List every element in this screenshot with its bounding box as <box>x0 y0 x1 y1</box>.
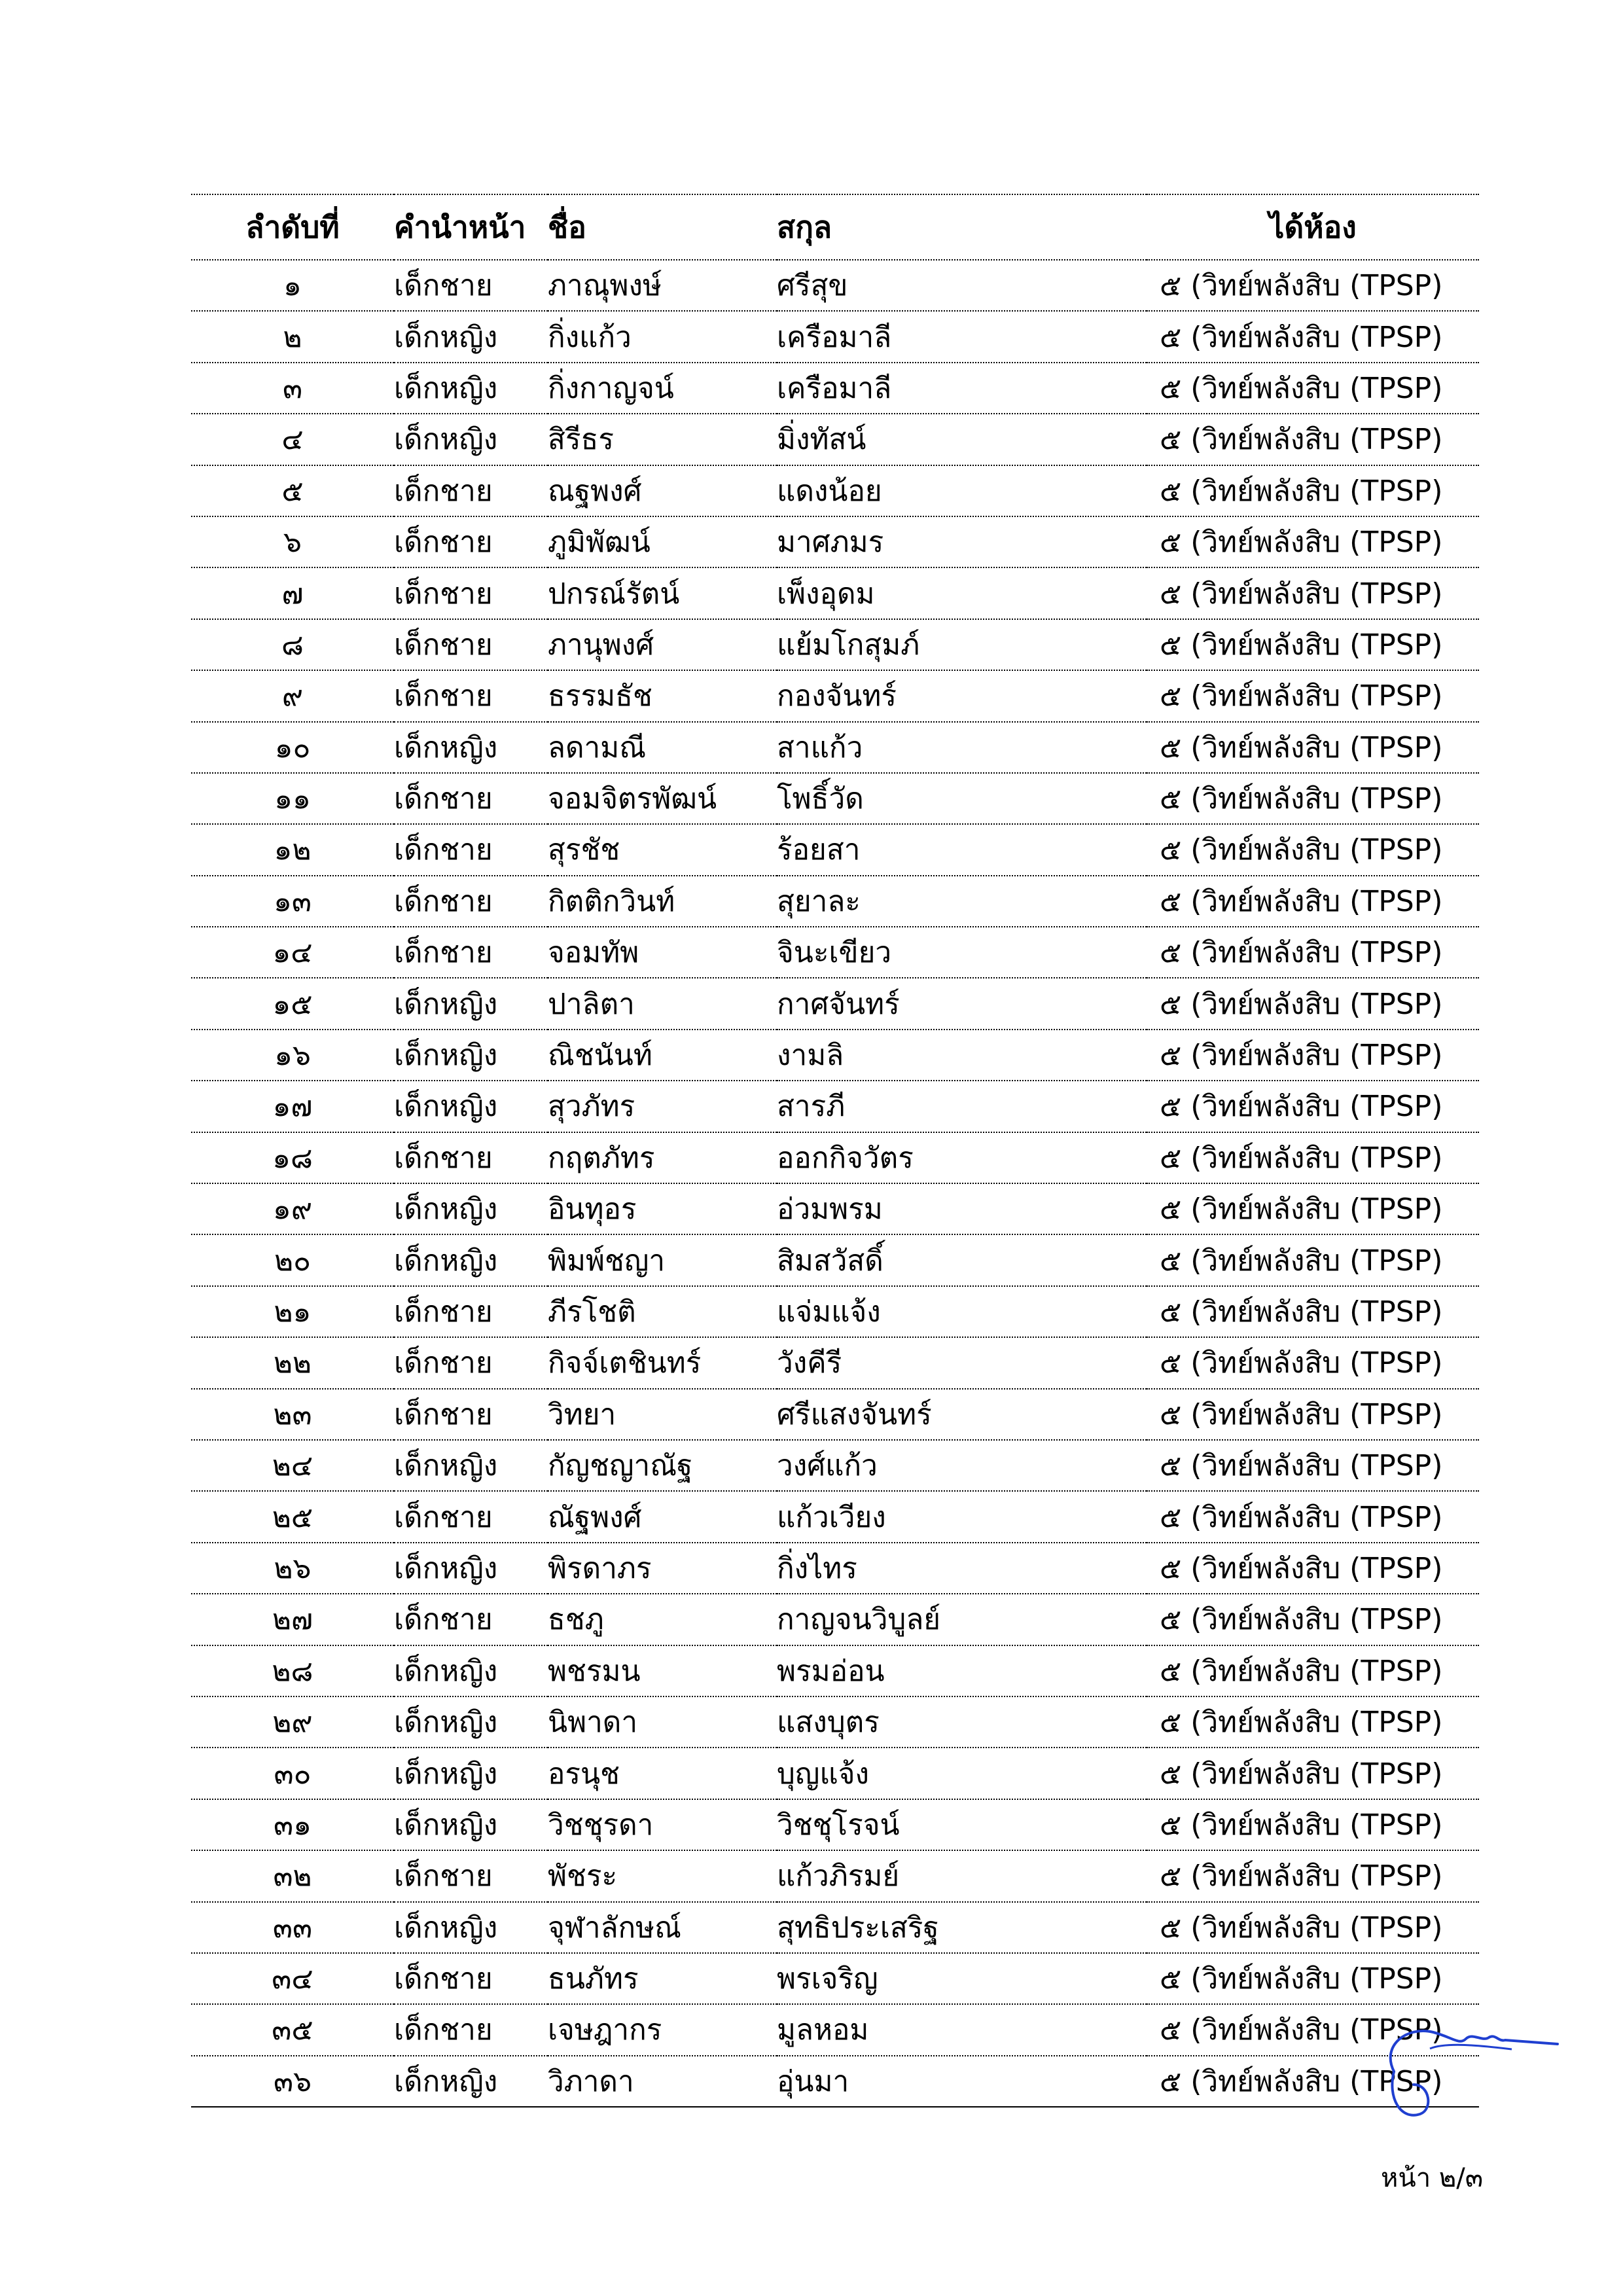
header-prefix: คำนำหน้า <box>394 194 548 260</box>
cell-room: ๕ (วิทย์พลังสิบ (TPSP) <box>1147 1234 1479 1285</box>
cell-last-name: พรเจริญ <box>777 1953 1147 2004</box>
table-row <box>191 567 1479 619</box>
cell-no: ๒๕ <box>191 1491 394 1542</box>
cell-room: ๕ (วิทย์พลังสิบ (TPSP) <box>1147 465 1479 516</box>
cell-prefix: เด็กหญิง <box>394 1543 548 1594</box>
cell-last-name: สารภี <box>777 1081 1147 1132</box>
table-header <box>191 194 1479 260</box>
cell-first-name: กิตติกวินท์ <box>548 876 777 927</box>
cell-prefix: เด็กชาย <box>394 619 548 670</box>
cell-first-name: พัชระ <box>548 1850 777 1901</box>
cell-room: ๕ (วิทย์พลังสิบ (TPSP) <box>1147 1440 1479 1491</box>
cell-prefix: เด็กหญิง <box>394 1799 548 1850</box>
table-row <box>191 1696 1479 1748</box>
cell-first-name: วิทยา <box>548 1389 777 1440</box>
cell-no: ๒๙ <box>191 1696 394 1748</box>
table-row <box>191 465 1479 516</box>
table-row <box>191 311 1479 362</box>
cell-no: ๒๓ <box>191 1389 394 1440</box>
cell-first-name: วิภาดา <box>548 2056 777 2107</box>
cell-prefix: เด็กชาย <box>394 1389 548 1440</box>
cell-room: ๕ (วิทย์พลังสิบ (TPSP) <box>1147 722 1479 773</box>
cell-room: ๕ (วิทย์พลังสิบ (TPSP) <box>1147 1337 1479 1388</box>
cell-room: ๕ (วิทย์พลังสิบ (TPSP) <box>1147 824 1479 875</box>
cell-prefix: เด็กหญิง <box>394 1440 548 1491</box>
cell-first-name: จอมจิตรพัฒน์ <box>548 773 777 824</box>
cell-no: ๓๑ <box>191 1799 394 1850</box>
cell-no: ๔ <box>191 414 394 465</box>
cell-prefix: เด็กชาย <box>394 2004 548 2055</box>
cell-first-name: พชรมน <box>548 1645 777 1696</box>
cell-first-name: ธรรมธัช <box>548 670 777 721</box>
cell-first-name: พิมพ์ชญา <box>548 1234 777 1285</box>
cell-first-name: วิชชุรดา <box>548 1799 777 1850</box>
cell-room: ๕ (วิทย์พลังสิบ (TPSP) <box>1147 1183 1479 1234</box>
cell-last-name: แก้วเวียง <box>777 1491 1147 1542</box>
table-row <box>191 1902 1479 1953</box>
cell-last-name: มาศภมร <box>777 516 1147 567</box>
table-row <box>191 2056 1479 2107</box>
cell-no: ๒๘ <box>191 1645 394 1696</box>
table-row <box>191 1850 1479 1901</box>
table-row <box>191 927 1479 978</box>
cell-room: ๕ (วิทย์พลังสิบ (TPSP) <box>1147 1389 1479 1440</box>
cell-room: ๕ (วิทย์พลังสิบ (TPSP) <box>1147 2004 1479 2055</box>
cell-room: ๕ (วิทย์พลังสิบ (TPSP) <box>1147 1030 1479 1081</box>
cell-no: ๓ <box>191 363 394 414</box>
cell-first-name: ภีรโชติ <box>548 1286 777 1337</box>
table-row <box>191 670 1479 721</box>
header-room: ได้ห้อง <box>1147 194 1479 260</box>
table-row <box>191 1543 1479 1594</box>
header-last-name: สกุล <box>777 194 1147 260</box>
cell-room: ๕ (วิทย์พลังสิบ (TPSP) <box>1147 670 1479 721</box>
table-row <box>191 1234 1479 1285</box>
cell-prefix: เด็กชาย <box>394 927 548 978</box>
cell-last-name: แสงบุตร <box>777 1696 1147 1748</box>
cell-room: ๕ (วิทย์พลังสิบ (TPSP) <box>1147 1850 1479 1901</box>
cell-room: ๕ (วิทย์พลังสิบ (TPSP) <box>1147 1953 1479 2004</box>
cell-no: ๓๔ <box>191 1953 394 2004</box>
cell-last-name: กองจันทร์ <box>777 670 1147 721</box>
cell-room: ๕ (วิทย์พลังสิบ (TPSP) <box>1147 773 1479 824</box>
cell-no: ๓๓ <box>191 1902 394 1953</box>
cell-room: ๕ (วิทย์พลังสิบ (TPSP) <box>1147 978 1479 1029</box>
cell-last-name: แจ่มแจ้ง <box>777 1286 1147 1337</box>
cell-room: ๕ (วิทย์พลังสิบ (TPSP) <box>1147 876 1479 927</box>
cell-no: ๑๙ <box>191 1183 394 1234</box>
cell-no: ๒๖ <box>191 1543 394 1594</box>
cell-last-name: แก้วภิรมย์ <box>777 1850 1147 1901</box>
cell-prefix: เด็กหญิง <box>394 2056 548 2107</box>
cell-no: ๒๗ <box>191 1594 394 1645</box>
cell-last-name: ศรีสุข <box>777 260 1147 311</box>
cell-no: ๓๕ <box>191 2004 394 2055</box>
cell-first-name: กิ่งแก้ว <box>548 311 777 362</box>
table-row <box>191 824 1479 875</box>
cell-first-name: ปาลิตา <box>548 978 777 1029</box>
table-row <box>191 1389 1479 1440</box>
cell-first-name: ณิชนันท์ <box>548 1030 777 1081</box>
cell-first-name: ภานุพงศ์ <box>548 619 777 670</box>
cell-last-name: จินะเขียว <box>777 927 1147 978</box>
cell-no: ๒๔ <box>191 1440 394 1491</box>
cell-last-name: ร้อยสา <box>777 824 1147 875</box>
cell-no: ๒๒ <box>191 1337 394 1388</box>
cell-room: ๕ (วิทย์พลังสิบ (TPSP) <box>1147 1594 1479 1645</box>
cell-last-name: วิชชุโรจน์ <box>777 1799 1147 1850</box>
cell-room: ๕ (วิทย์พลังสิบ (TPSP) <box>1147 1543 1479 1594</box>
cell-room: ๕ (วิทย์พลังสิบ (TPSP) <box>1147 1902 1479 1953</box>
cell-no: ๑๑ <box>191 773 394 824</box>
cell-last-name: กาญจนวิบูลย์ <box>777 1594 1147 1645</box>
table-row <box>191 1645 1479 1696</box>
cell-prefix: เด็กหญิง <box>394 311 548 362</box>
cell-prefix: เด็กหญิง <box>394 1902 548 1953</box>
cell-last-name: สาแก้ว <box>777 722 1147 773</box>
cell-room: ๕ (วิทย์พลังสิบ (TPSP) <box>1147 927 1479 978</box>
cell-prefix: เด็กชาย <box>394 516 548 567</box>
cell-last-name: บุญแจ้ง <box>777 1748 1147 1799</box>
student-list-table <box>191 194 1479 2108</box>
cell-room: ๕ (วิทย์พลังสิบ (TPSP) <box>1147 1696 1479 1748</box>
header-no: ลำดับที่ <box>191 194 394 260</box>
table-row <box>191 1132 1479 1183</box>
cell-first-name: จอมทัพ <box>548 927 777 978</box>
table-row <box>191 1748 1479 1799</box>
cell-no: ๑๘ <box>191 1132 394 1183</box>
cell-last-name: แดงน้อย <box>777 465 1147 516</box>
cell-prefix: เด็กชาย <box>394 1594 548 1645</box>
cell-first-name: สุรชัช <box>548 824 777 875</box>
cell-first-name: สิรีธร <box>548 414 777 465</box>
cell-prefix: เด็กหญิง <box>394 414 548 465</box>
cell-no: ๑๖ <box>191 1030 394 1081</box>
cell-last-name: งามลิ <box>777 1030 1147 1081</box>
cell-room: ๕ (วิทย์พลังสิบ (TPSP) <box>1147 619 1479 670</box>
table-row <box>191 1081 1479 1132</box>
table-row <box>191 1337 1479 1388</box>
cell-last-name: แย้มโกสุมภ์ <box>777 619 1147 670</box>
cell-last-name: อุ่นมา <box>777 2056 1147 2107</box>
cell-prefix: เด็กชาย <box>394 1286 548 1337</box>
cell-first-name: กัญชญาณัฐ <box>548 1440 777 1491</box>
cell-first-name: จุฬาลักษณ์ <box>548 1902 777 1953</box>
cell-prefix: เด็กหญิง <box>394 1234 548 1285</box>
cell-room: ๕ (วิทย์พลังสิบ (TPSP) <box>1147 1081 1479 1132</box>
cell-prefix: เด็กหญิง <box>394 1081 548 1132</box>
table-row <box>191 516 1479 567</box>
cell-prefix: เด็กชาย <box>394 1953 548 2004</box>
cell-room: ๕ (วิทย์พลังสิบ (TPSP) <box>1147 1748 1479 1799</box>
cell-first-name: พิรดาภร <box>548 1543 777 1594</box>
cell-last-name: เพ็งอุดม <box>777 567 1147 619</box>
cell-prefix: เด็กชาย <box>394 260 548 311</box>
table-row <box>191 260 1479 311</box>
cell-first-name: ภูมิพัฒน์ <box>548 516 777 567</box>
cell-prefix: เด็กชาย <box>394 567 548 619</box>
cell-prefix: เด็กหญิง <box>394 978 548 1029</box>
table-row <box>191 619 1479 670</box>
cell-prefix: เด็กชาย <box>394 1491 548 1542</box>
cell-last-name: เครือมาลี <box>777 311 1147 362</box>
table-row <box>191 1440 1479 1491</box>
cell-prefix: เด็กชาย <box>394 876 548 927</box>
cell-last-name: สุยาละ <box>777 876 1147 927</box>
table-row <box>191 773 1479 824</box>
page-number: หน้า ๒/๓ <box>1381 2163 1484 2193</box>
cell-last-name: กิ่งไทร <box>777 1543 1147 1594</box>
cell-room: ๕ (วิทย์พลังสิบ (TPSP) <box>1147 363 1479 414</box>
cell-no: ๗ <box>191 567 394 619</box>
cell-last-name: เครือมาลี <box>777 363 1147 414</box>
cell-last-name: สิมสวัสดิ์ <box>777 1234 1147 1285</box>
table-row <box>191 363 1479 414</box>
cell-last-name: มูลหอม <box>777 2004 1147 2055</box>
cell-first-name: ลดามณี <box>548 722 777 773</box>
cell-prefix: เด็กชาย <box>394 773 548 824</box>
cell-no: ๘ <box>191 619 394 670</box>
cell-no: ๑๕ <box>191 978 394 1029</box>
cell-prefix: เด็กชาย <box>394 1132 548 1183</box>
cell-no: ๑๔ <box>191 927 394 978</box>
cell-first-name: ณัฐพงศ์ <box>548 1491 777 1542</box>
cell-first-name: สุวภัทร <box>548 1081 777 1132</box>
cell-first-name: ธนภัทร <box>548 1953 777 2004</box>
cell-room: ๕ (วิทย์พลังสิบ (TPSP) <box>1147 1799 1479 1850</box>
table-row <box>191 1286 1479 1337</box>
signature-mark <box>1368 1986 1564 2130</box>
cell-first-name: กิจจ์เตชินทร์ <box>548 1337 777 1388</box>
table-row <box>191 722 1479 773</box>
cell-last-name: อ่วมพรม <box>777 1183 1147 1234</box>
cell-last-name: โพธิ์วัด <box>777 773 1147 824</box>
cell-prefix: เด็กหญิง <box>394 1030 548 1081</box>
cell-first-name: กฤตภัทร <box>548 1132 777 1183</box>
header-first-name: ชื่อ <box>548 194 777 260</box>
cell-prefix: เด็กหญิง <box>394 1696 548 1748</box>
header-row <box>191 194 1479 260</box>
cell-last-name: สุทธิประเสริฐ <box>777 1902 1147 1953</box>
cell-no: ๒๑ <box>191 1286 394 1337</box>
cell-no: ๓๖ <box>191 2056 394 2107</box>
table-row <box>191 1594 1479 1645</box>
table-row <box>191 414 1479 465</box>
cell-room: ๕ (วิทย์พลังสิบ (TPSP) <box>1147 2056 1479 2107</box>
cell-room: ๕ (วิทย์พลังสิบ (TPSP) <box>1147 414 1479 465</box>
cell-first-name: กิ่งกาญจน์ <box>548 363 777 414</box>
cell-room: ๕ (วิทย์พลังสิบ (TPSP) <box>1147 516 1479 567</box>
cell-last-name: วังคีรี <box>777 1337 1147 1388</box>
cell-first-name: เจษฎากร <box>548 2004 777 2055</box>
cell-no: ๑๗ <box>191 1081 394 1132</box>
table-row <box>191 876 1479 927</box>
cell-prefix: เด็กชาย <box>394 1337 548 1388</box>
cell-room: ๕ (วิทย์พลังสิบ (TPSP) <box>1147 567 1479 619</box>
cell-room: ๕ (วิทย์พลังสิบ (TPSP) <box>1147 311 1479 362</box>
cell-no: ๑๐ <box>191 722 394 773</box>
cell-first-name: นิพาดา <box>548 1696 777 1748</box>
cell-last-name: ศรีแสงจันทร์ <box>777 1389 1147 1440</box>
cell-prefix: เด็กชาย <box>394 670 548 721</box>
cell-no: ๓๐ <box>191 1748 394 1799</box>
cell-last-name: กาศจันทร์ <box>777 978 1147 1029</box>
table-body <box>191 260 1479 2107</box>
cell-first-name: ณฐพงศ์ <box>548 465 777 516</box>
cell-room: ๕ (วิทย์พลังสิบ (TPSP) <box>1147 1491 1479 1542</box>
cell-first-name: ปกรณ์รัตน์ <box>548 567 777 619</box>
cell-no: ๑๒ <box>191 824 394 875</box>
table-row <box>191 1799 1479 1850</box>
cell-first-name: ธชภู <box>548 1594 777 1645</box>
table-row <box>191 1953 1479 2004</box>
cell-first-name: ภาณุพงษ์ <box>548 260 777 311</box>
table-row <box>191 2004 1479 2055</box>
cell-prefix: เด็กหญิง <box>394 363 548 414</box>
cell-room: ๕ (วิทย์พลังสิบ (TPSP) <box>1147 1286 1479 1337</box>
table-row <box>191 978 1479 1029</box>
table-row <box>191 1491 1479 1542</box>
cell-room: ๕ (วิทย์พลังสิบ (TPSP) <box>1147 1132 1479 1183</box>
cell-no: ๖ <box>191 516 394 567</box>
cell-prefix: เด็กชาย <box>394 465 548 516</box>
cell-last-name: มิ่งทัสน์ <box>777 414 1147 465</box>
cell-no: ๑๓ <box>191 876 394 927</box>
cell-first-name: อรนุช <box>548 1748 777 1799</box>
cell-prefix: เด็กชาย <box>394 1850 548 1901</box>
cell-no: ๒๐ <box>191 1234 394 1285</box>
cell-no: ๙ <box>191 670 394 721</box>
cell-prefix: เด็กหญิง <box>394 1183 548 1234</box>
table-row <box>191 1030 1479 1081</box>
cell-prefix: เด็กชาย <box>394 824 548 875</box>
cell-room: ๕ (วิทย์พลังสิบ (TPSP) <box>1147 1645 1479 1696</box>
cell-prefix: เด็กหญิง <box>394 1645 548 1696</box>
cell-prefix: เด็กหญิง <box>394 1748 548 1799</box>
cell-no: ๓๒ <box>191 1850 394 1901</box>
cell-no: ๑ <box>191 260 394 311</box>
cell-last-name: วงศ์แก้ว <box>777 1440 1147 1491</box>
cell-last-name: ออกกิจวัตร <box>777 1132 1147 1183</box>
cell-last-name: พรมอ่อน <box>777 1645 1147 1696</box>
cell-prefix: เด็กหญิง <box>394 722 548 773</box>
table-row <box>191 1183 1479 1234</box>
cell-no: ๕ <box>191 465 394 516</box>
cell-no: ๒ <box>191 311 394 362</box>
cell-first-name: อินทุอร <box>548 1183 777 1234</box>
cell-room: ๕ (วิทย์พลังสิบ (TPSP) <box>1147 260 1479 311</box>
